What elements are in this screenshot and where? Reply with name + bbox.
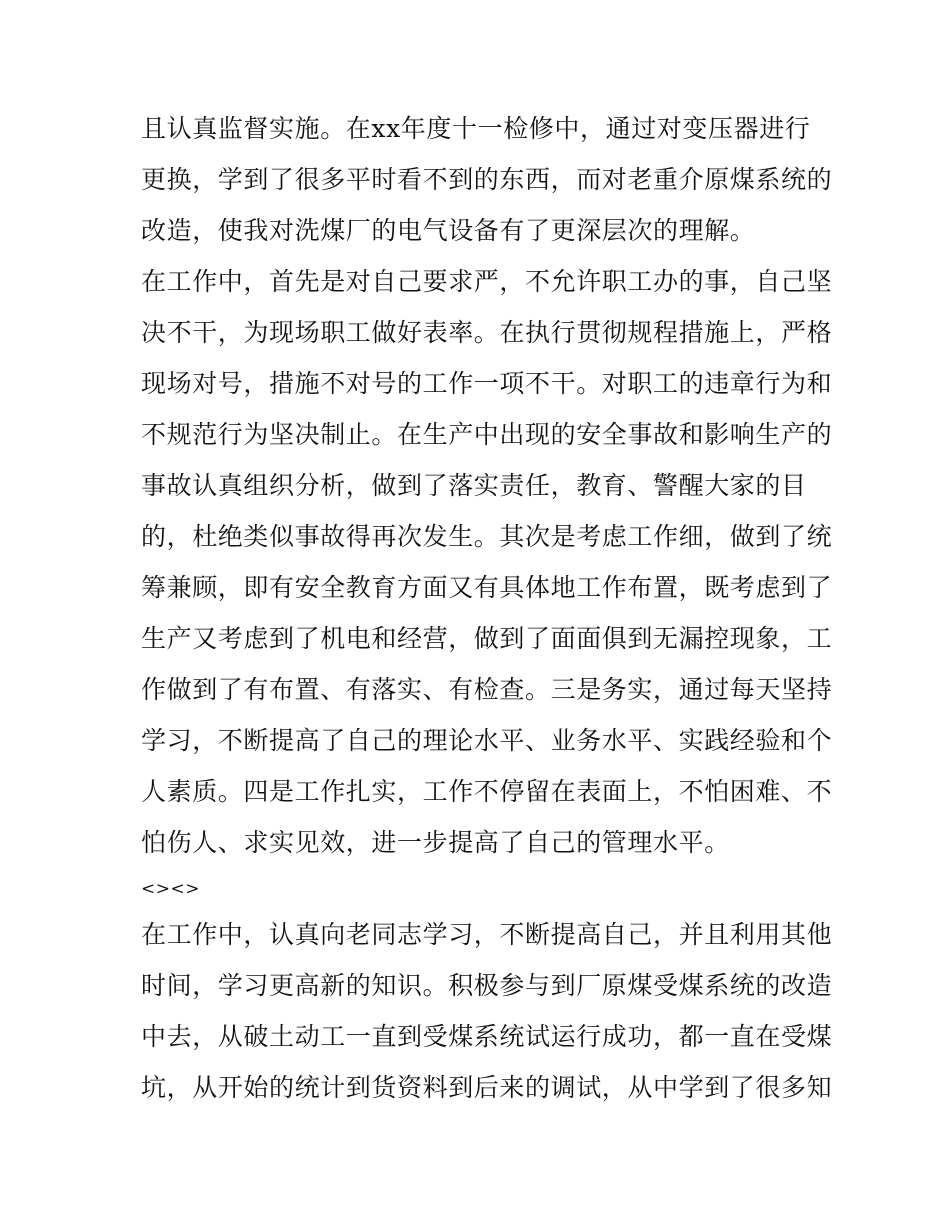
text-line: 人素质。四是工作扎实，工作不停留在表面上，不怕困难、不 xyxy=(141,777,833,806)
text-line: 怕伤人、求实见效，进一步提高了自己的管理水平。 xyxy=(141,828,730,857)
text-line: 学习，不断提高了自己的理论水平、业务水平、实践经验和个 xyxy=(141,726,833,755)
text-line: 坑，从开始的统计到货资料到后来的调试，从中学到了很多知 xyxy=(141,1073,833,1102)
text-line: 改造，使我对洗煤厂的电气设备有了更深层次的理解。 xyxy=(141,216,756,245)
text-line: 时间，学习更高新的知识。积极参与到厂原煤受煤系统的改造 xyxy=(141,971,833,1000)
text-line: 现场对号，措施不对号的工作一项不干。对职工的违章行为和 xyxy=(141,369,833,398)
section-separator: <><> xyxy=(141,879,200,899)
text-line: 的，杜绝类似事故得再次发生。其次是考虑工作细，做到了统 xyxy=(141,522,833,551)
text-line: 不规范行为坚决制止。在生产中出现的安全事故和影响生产的 xyxy=(141,420,833,449)
text-line: 事故认真组织分析，做到了落实责任，教育、警醒大家的目 xyxy=(141,471,807,500)
text-line: 筹兼顾，即有安全教育方面又有具体地工作布置，既考虑到了 xyxy=(141,573,833,602)
text-line: 决不干，为现场职工做好表率。在执行贯彻规程措施上，严格 xyxy=(141,318,833,347)
text-line: 更换，学到了很多平时看不到的东西，而对老重介原煤系统的 xyxy=(141,165,833,194)
text-line: 中去，从破土动工一直到受煤系统试运行成功，都一直在受煤 xyxy=(141,1022,833,1051)
text-line: 作做到了有布置、有落实、有检查。三是务实，通过每天坚持 xyxy=(141,675,833,704)
text-line: 且认真监督实施。在xx年度十一检修中，通过对变压器进行 xyxy=(141,114,811,143)
text-line: 生产又考虑到了机电和经营，做到了面面俱到无漏控现象，工 xyxy=(141,624,833,653)
text-line: 在工作中，认真向老同志学习，不断提高自己，并且利用其他 xyxy=(141,920,833,949)
text-line: 在工作中，首先是对自己要求严，不允许职工办的事，自己坚 xyxy=(141,267,833,296)
